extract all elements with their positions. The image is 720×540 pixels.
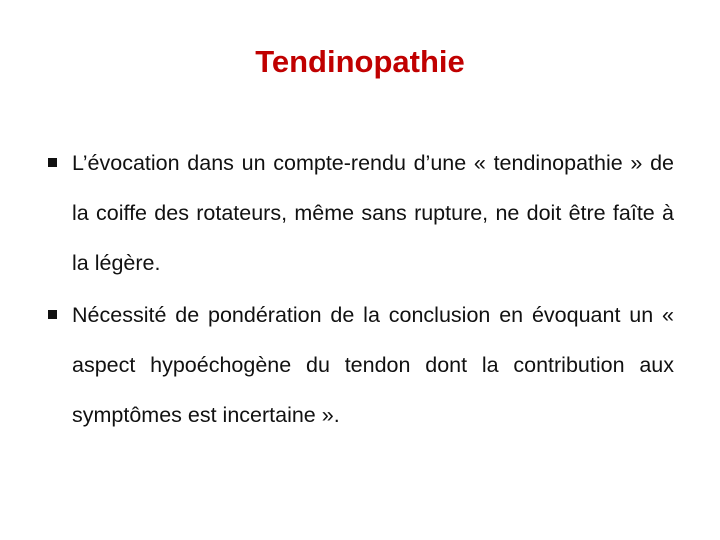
- bullet-item: [48, 138, 674, 288]
- slide-title: Tendinopathie: [255, 44, 465, 79]
- square-bullet-icon: [48, 310, 57, 319]
- bullet-list: [48, 138, 674, 442]
- bullet-text: Nécessité de pondération de la conclusion en évoquant un « aspect hypoéchogène du tendon dont la contribution aux symptômes est incertaine ».: [72, 303, 674, 427]
- square-bullet-icon: [48, 158, 57, 167]
- bullet-item: [48, 290, 674, 440]
- bullet-text: L’évocation dans un compte-rendu d’une « tendinopathie » de la coiffe des rotateurs, même sans rupture, ne doit être faîte à la légère.: [72, 151, 674, 275]
